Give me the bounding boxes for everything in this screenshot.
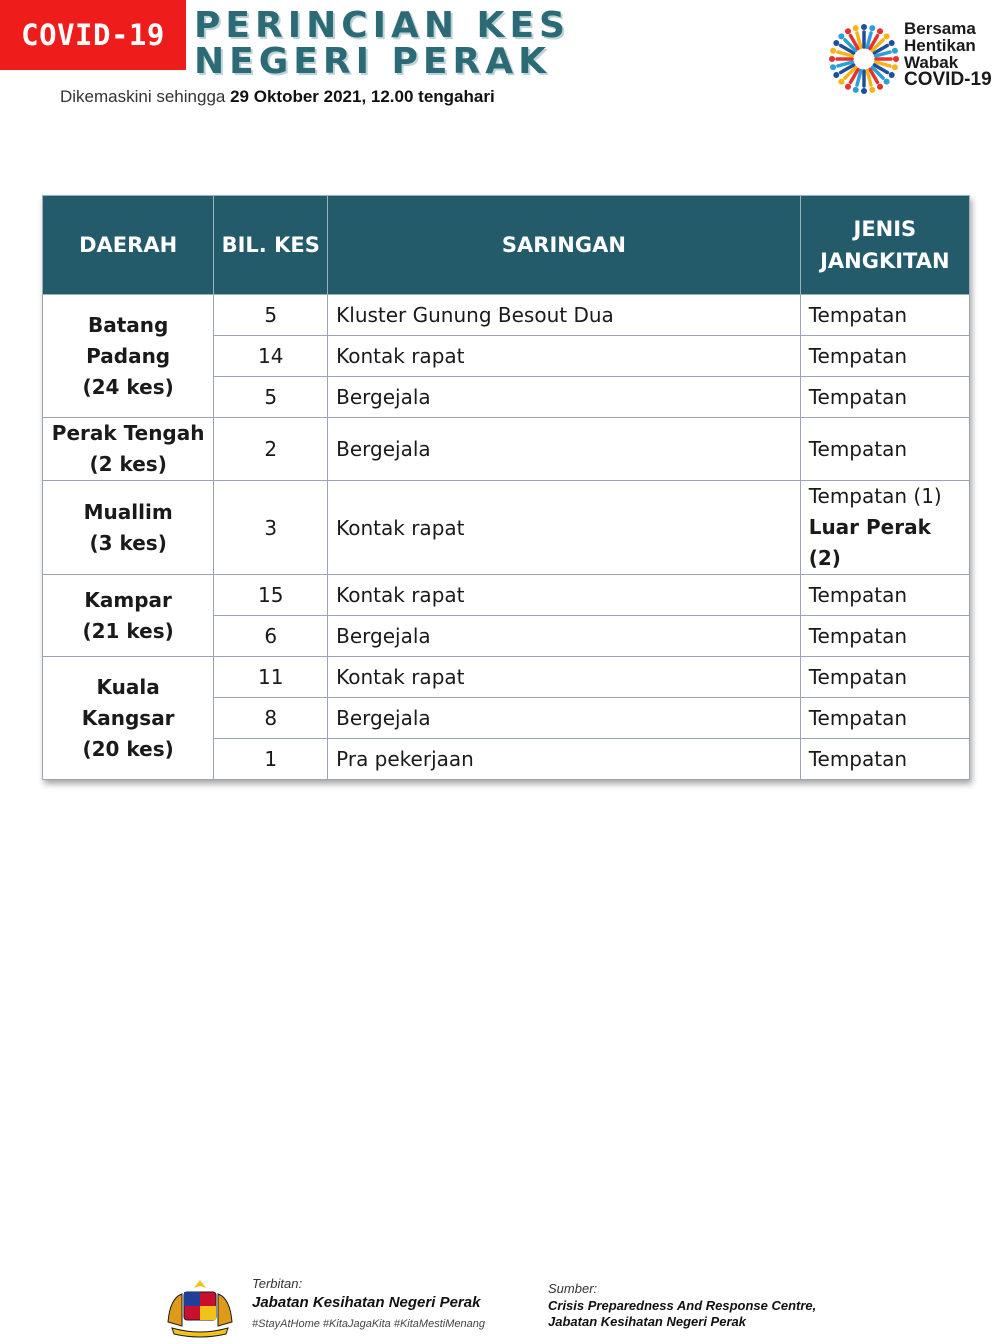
sunburst-dot: [833, 40, 839, 46]
screening-cell: Kontak rapat: [328, 575, 801, 616]
district-cell: Batang Padang (24 kes): [43, 295, 214, 418]
logo-line-3: Wabak: [904, 53, 959, 72]
logo-line-2: Hentikan: [904, 36, 976, 55]
table-row: [43, 481, 970, 575]
table-row: [43, 418, 970, 481]
covid-badge-label: COVID-19: [21, 18, 165, 52]
district-cell: Muallim (3 kes): [43, 481, 214, 575]
sunburst-dot: [893, 56, 899, 62]
malaysia-coat-of-arms-icon: [160, 1276, 240, 1338]
case-count: 3: [214, 481, 328, 575]
screening-cell: Kontak rapat: [328, 336, 801, 377]
sunburst-dot: [892, 64, 898, 70]
header-bil-kes: BIL. KES: [214, 196, 328, 295]
table-header-row: [43, 196, 970, 295]
covid-badge: [0, 0, 186, 70]
hashtags: #StayAtHome #KitaJagaKita #KitaMestiMenang: [252, 1318, 485, 1330]
sunburst-dot: [861, 24, 867, 30]
table-row: [43, 575, 970, 616]
updated-date: 29 Oktober 2021, 12.00 tengahari: [230, 87, 495, 106]
screening-cell: Bergejala: [328, 377, 801, 418]
sunburst-dot: [829, 56, 835, 62]
source-label: Sumber:: [548, 1281, 598, 1296]
infection-type-cell: Tempatan: [800, 657, 969, 698]
source-name: Crisis Preparedness And Response Centre, Jabatan Kesihatan Negeri Perak: [548, 1298, 817, 1329]
district-cell: Kuala Kangsar (20 kes): [43, 657, 214, 780]
case-count: 15: [214, 575, 328, 616]
sunburst-dot: [877, 84, 883, 90]
updated-timestamp: [60, 87, 495, 107]
sunburst-dot: [838, 79, 844, 85]
page-title-line2: NEGERI PERAK: [194, 41, 551, 82]
page-title-line1: PERINCIAN KES: [194, 5, 570, 46]
infection-type-cell: Tempatan (1) Luar Perak (2): [800, 481, 969, 575]
sunburst-dot: [838, 33, 844, 39]
sunburst-dot: [884, 33, 890, 39]
case-count: 5: [214, 295, 328, 336]
sunburst-dot: [833, 72, 839, 78]
infection-type-cell: Tempatan: [800, 739, 969, 780]
infection-type-cell: Tempatan: [800, 698, 969, 739]
case-count: 11: [214, 657, 328, 698]
campaign-logo-text: [904, 20, 992, 88]
sunburst-dot: [892, 48, 898, 54]
infection-type-cell: Tempatan: [800, 575, 969, 616]
table-row: [43, 295, 970, 336]
district-cell: Kampar (21 kes): [43, 575, 214, 657]
district-cell: Perak Tengah (2 kes): [43, 418, 214, 481]
case-count: 6: [214, 616, 328, 657]
publisher-name: Jabatan Kesihatan Negeri Perak: [252, 1294, 481, 1311]
infection-type-cell: Tempatan: [800, 295, 969, 336]
sunburst-dot: [869, 25, 875, 31]
case-count: 2: [214, 418, 328, 481]
case-count: 14: [214, 336, 328, 377]
sunburst-dot: [853, 25, 859, 31]
sunburst-dot: [889, 40, 895, 46]
case-count: 5: [214, 377, 328, 418]
screening-cell: Bergejala: [328, 616, 801, 657]
screening-cell: Kontak rapat: [328, 481, 801, 575]
case-count: 1: [214, 739, 328, 780]
footer: [160, 1276, 860, 1342]
logo-line-4: COVID-19: [904, 69, 992, 90]
infection-type-cell: Tempatan: [800, 336, 969, 377]
header-jenis-jangkitan: JENIS JANGKITAN: [800, 196, 969, 295]
updated-prefix: Dikemaskini sehingga: [60, 87, 231, 106]
screening-cell: Pra pekerjaan: [328, 739, 801, 780]
sunburst-logo-icon: [826, 18, 902, 100]
sunburst-dot: [845, 84, 851, 90]
infection-type-cell: Tempatan: [800, 377, 969, 418]
sunburst-dot: [853, 87, 859, 93]
header-daerah: DAERAH: [43, 196, 214, 295]
logo-line-1: Bersama: [904, 19, 976, 38]
header-saringan: SARINGAN: [328, 196, 801, 295]
sunburst-dot: [845, 28, 851, 34]
campaign-logo: [826, 18, 996, 100]
case-count: 8: [214, 698, 328, 739]
sunburst-dot: [884, 79, 890, 85]
infection-type-cell: Tempatan: [800, 616, 969, 657]
page-title: [194, 5, 570, 82]
screening-cell: Kontak rapat: [328, 657, 801, 698]
infection-type-cell: Tempatan: [800, 418, 969, 481]
sunburst-dot: [861, 88, 867, 94]
sunburst-dot: [830, 64, 836, 70]
cases-table: [42, 195, 970, 780]
publisher-label: Terbitan:: [252, 1276, 303, 1291]
screening-cell: Bergejala: [328, 698, 801, 739]
screening-cell: Bergejala: [328, 418, 801, 481]
sunburst-dot: [889, 72, 895, 78]
screening-cell: Kluster Gunung Besout Dua: [328, 295, 801, 336]
table-row: [43, 657, 970, 698]
sunburst-dot: [869, 87, 875, 93]
sunburst-dot: [830, 48, 836, 54]
sunburst-dot: [877, 28, 883, 34]
